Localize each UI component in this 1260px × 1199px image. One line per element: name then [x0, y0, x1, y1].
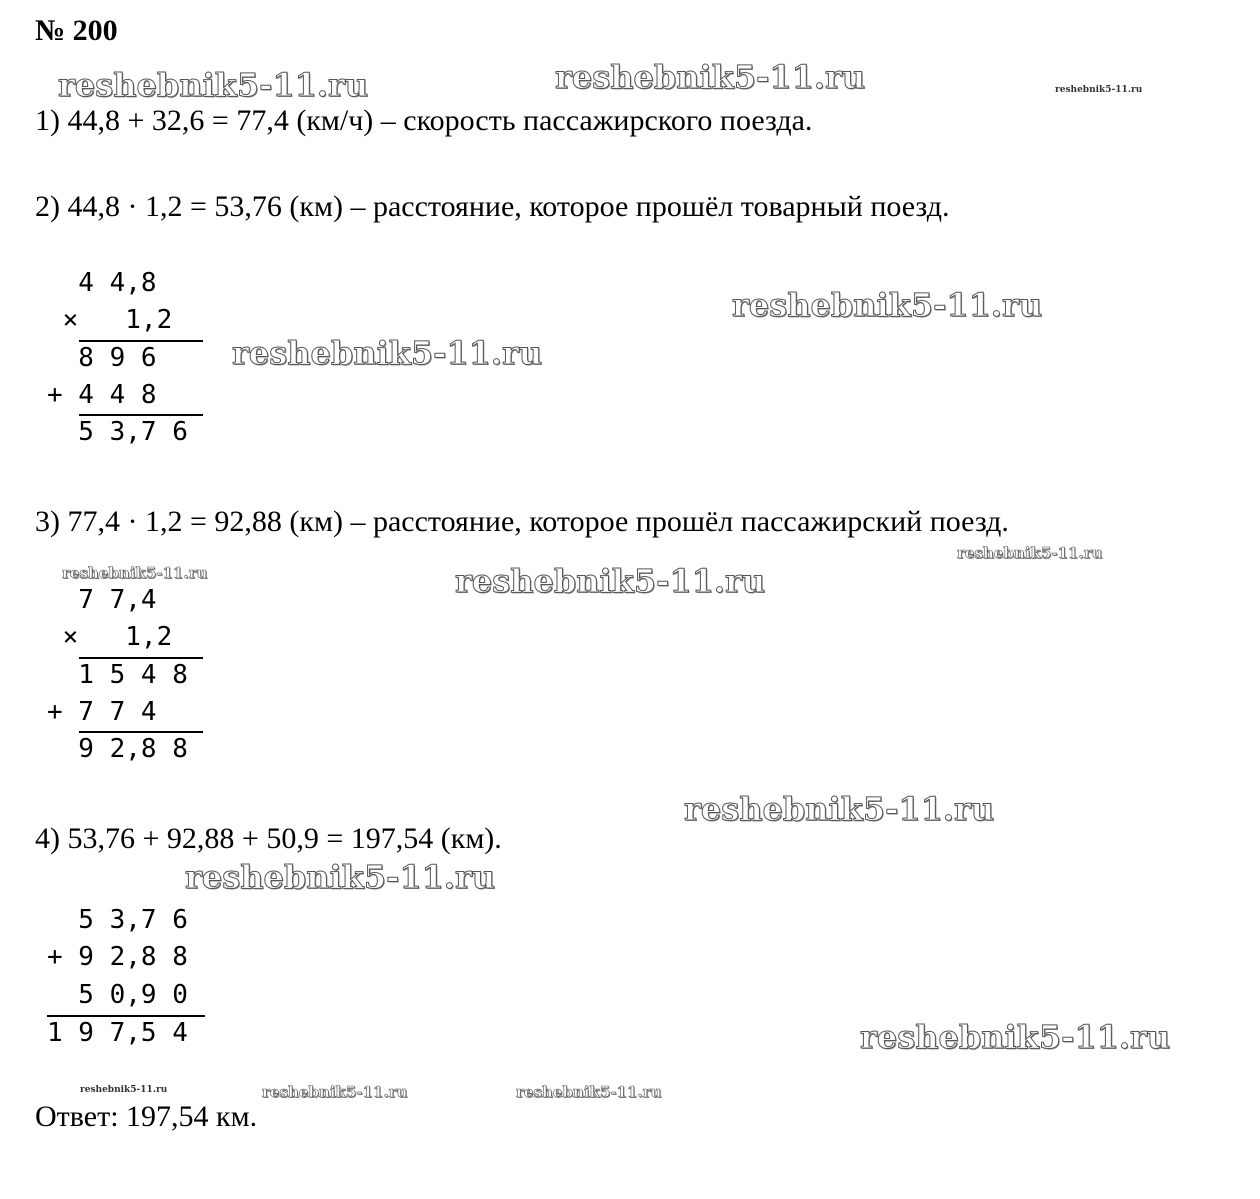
watermark: reshebnik5-11.ru: [58, 66, 369, 104]
calc-row: 7 7,4: [47, 585, 157, 615]
watermark: reshebnik5-11.ru: [80, 1085, 168, 1095]
watermark: reshebnik5-11.ru: [684, 790, 995, 828]
step-2: 2) 44,8 · 1,2 = 53,76 (км) – расстояние, которое прошёл товарный поезд.: [35, 190, 950, 223]
calc-row: + 7 7 4: [47, 697, 157, 727]
calc-line: [79, 340, 203, 342]
watermark: reshebnik5-11.ru: [62, 564, 208, 582]
calc-row: 8 9 6: [47, 343, 157, 373]
calc-row: 1 9 7,5 4: [47, 1018, 188, 1048]
column-addition: [47, 905, 217, 1055]
problem-number: № 200: [35, 14, 118, 47]
watermark: reshebnik5-11.ru: [185, 858, 496, 896]
calc-row: × 1,2: [47, 622, 173, 652]
calc-row: 5 3,7 6: [47, 417, 188, 447]
watermark: reshebnik5-11.ru: [555, 58, 866, 96]
calc-row: 4 4,8: [47, 268, 157, 298]
calc-row: 5 0,9 0: [47, 980, 188, 1010]
step-4: 4) 53,76 + 92,88 + 50,9 = 197,54 (км).: [35, 822, 502, 855]
watermark: reshebnik5-11.ru: [455, 562, 766, 600]
calc-line: [47, 1015, 205, 1017]
calc-row: 9 2,8 8: [47, 734, 188, 764]
watermark: reshebnik5-11.ru: [262, 1083, 408, 1101]
calc-row: 1 5 4 8: [47, 660, 188, 690]
calc-row: 5 3,7 6: [47, 905, 188, 935]
answer: Ответ: 197,54 км.: [35, 1100, 258, 1133]
calc-line: [79, 657, 203, 659]
watermark: reshebnik5-11.ru: [516, 1083, 662, 1101]
calc-row: × 1,2: [47, 305, 173, 335]
watermark: reshebnik5-11.ru: [860, 1018, 1171, 1056]
calc-line: [79, 414, 203, 416]
calc-row: + 9 2,8 8: [47, 942, 188, 972]
watermark: reshebnik5-11.ru: [232, 334, 543, 372]
step-3: 3) 77,4 · 1,2 = 92,88 (км) – расстояние, которое прошёл пассажирский поезд.: [35, 505, 1009, 538]
watermark: reshebnik5-11.ru: [1055, 85, 1143, 95]
watermark: reshebnik5-11.ru: [957, 544, 1103, 562]
watermark: reshebnik5-11.ru: [732, 286, 1043, 324]
calc-row: + 4 4 8: [47, 380, 157, 410]
calc-line: [79, 731, 203, 733]
column-multiplication-2: [47, 585, 217, 770]
step-1: 1) 44,8 + 32,6 = 77,4 (км/ч) – скорость пассажирского поезда.: [35, 104, 813, 137]
column-multiplication-1: [47, 268, 217, 453]
